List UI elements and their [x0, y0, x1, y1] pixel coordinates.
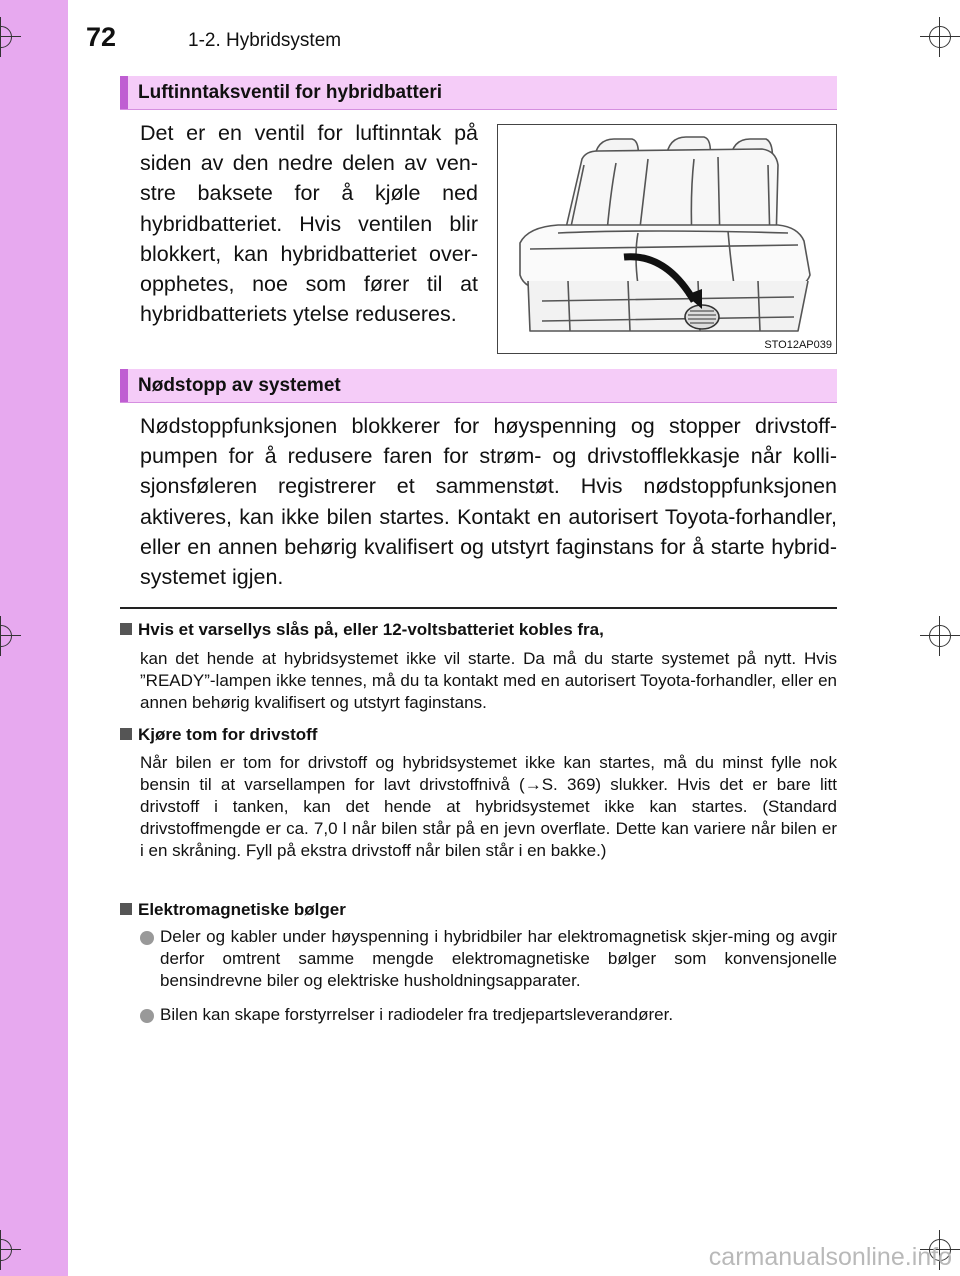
bullet-item: Deler og kabler under høyspenning i hybridbiler har elektromagnetisk skjer-ming og avgir derfor omtrent samme mengde elektromagnetiske bølger som konvensjonelle bensindrevne biler og elektriske husholdningsapparater. [160, 927, 837, 990]
registration-mark-mid-left [0, 616, 21, 656]
square-bullet-icon [120, 623, 132, 635]
registration-mark-top-right [920, 17, 960, 57]
emergency-stop-paragraph: Nødstoppfunksjonen blokkerer for høyspenning og stopper drivstoff-pumpen for å redusere faren for strøm- og drivstofflekkasje når kolli-sjonsføleren registrerer et sammenstøt. Hvis nødstoppfunksjonen aktiveres, kan ikke bilen startes. Kontakt en autorisert Toyota-forhandler, eller en annen behørig kvalifisert og utstyrt faginstans for å starte hybrid-systemet igjen. [140, 414, 837, 590]
note-heading-text: Hvis et varsellys slås på, eller 12-voltsbatteriet kobles fra, [138, 620, 604, 639]
bullet-item: Bilen kan skape forstyrrelser i radiodeler fra tredjepartsleverandører. [160, 1005, 674, 1024]
rear-seat-illustration [497, 124, 837, 354]
rear-seat-drawing [498, 125, 836, 353]
registration-mark-bottom-left [0, 1230, 21, 1270]
figure-code: STO12AP039 [764, 339, 832, 351]
square-bullet-icon [120, 903, 132, 915]
square-bullet-icon [120, 728, 132, 740]
section-heading-text: Nødstopp av systemet [138, 375, 341, 396]
registration-mark-mid-right [920, 616, 960, 656]
note-body-out-of-fuel: Når bilen er tom for drivstoff og hybridsystemet ikke kan startes, må du minst fylle nok bensin til at varsellampen for lavt drivstoffnivå (→S. 369) slukker. Hvis det er bare litt drivstoff i tanken, kan det hende at hybridsystemet ikke kan startes. (Standard drivstoffmengde er ca. 7,0 l når bilen står på en jevn overflate. Dette kan variere når bilen er i en skråning. Fyll på ekstra drivstoff når bilen står i en bakke.) [140, 753, 837, 860]
chapter-title: 1-2. Hybridsystem [188, 30, 342, 51]
section-heading-emergency-stop [120, 369, 837, 403]
note-heading-warning-light [120, 620, 604, 640]
heading-accent-bar [120, 369, 128, 402]
watermark: carmanualsonline.info [708, 1243, 952, 1271]
registration-mark-top-left [0, 17, 21, 57]
section-divider [120, 607, 837, 609]
circle-bullet-icon [140, 931, 154, 945]
note-body-warning-light: kan det hende at hybridsystemet ikke vil starte. Da må du starte systemet på nytt. Hvis ”READY”-lampen ikke tennes, må du ta kontakt med en autorisert Toyota-forhandler, eller en annen behørig kvalifisert og utstyrt faginstans. [140, 649, 837, 712]
circle-bullet-icon [140, 1009, 154, 1023]
note-heading-text: Kjøre tom for drivstoff [138, 725, 318, 744]
air-intake-paragraph: Det er en ventil for luftinntak på siden av den nedre delen av ven-stre baksete for å kjøle ned hybridbatteriet. Hvis ventilen blir blokkert, kan hybridbatteriet over-opphetes, noe som fører til at hybridbatteriets ytelse reduseres. [140, 121, 478, 327]
page-number: 72 [86, 22, 117, 52]
note-heading-electromagnetic-waves [120, 900, 346, 920]
note-heading-out-of-fuel [120, 725, 317, 745]
section-heading-text: Luftinntaksventil for hybridbatteri [138, 82, 443, 103]
section-heading-air-intake [120, 76, 837, 110]
heading-accent-bar [120, 76, 128, 109]
note-heading-text: Elektromagnetiske bølger [138, 900, 346, 919]
